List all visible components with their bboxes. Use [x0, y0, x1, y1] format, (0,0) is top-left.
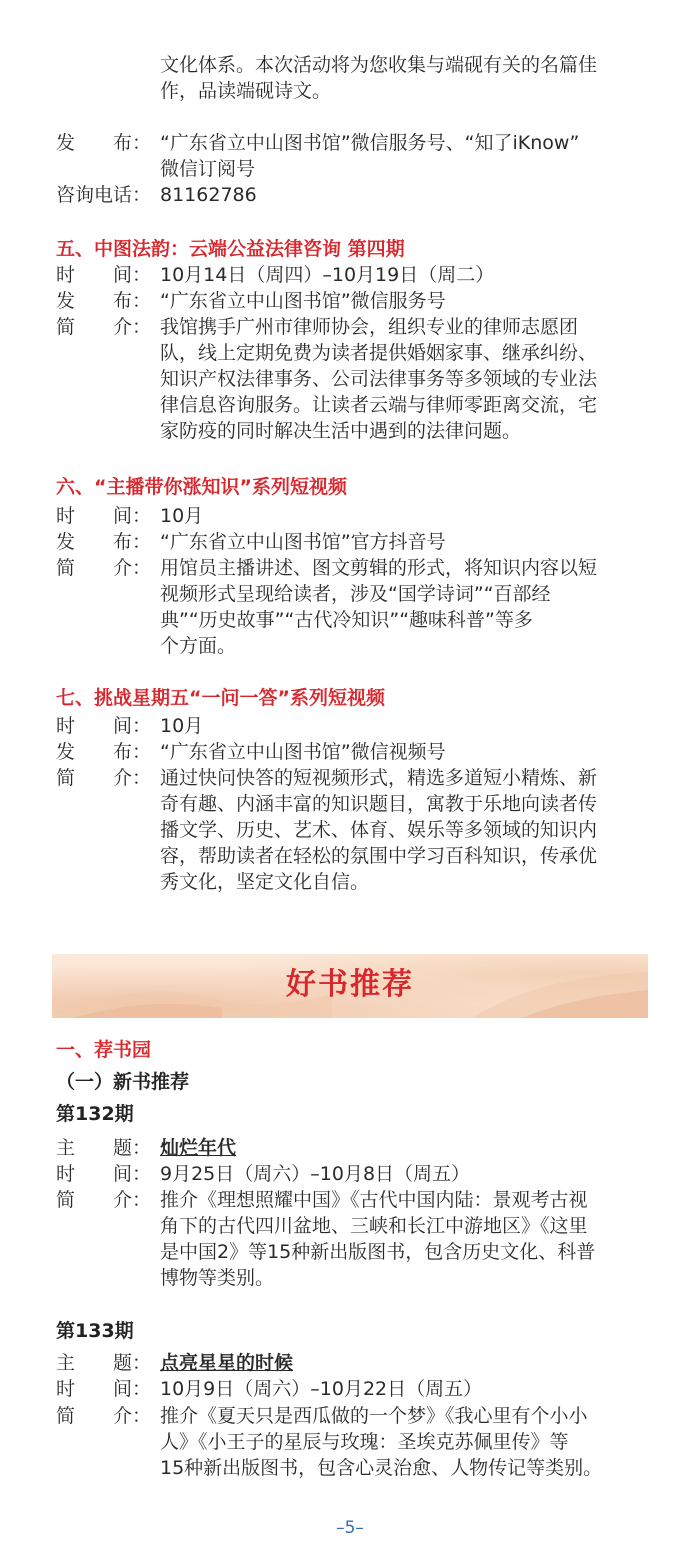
issue-132-time-row [56, 1161, 656, 1187]
time-value: 10月 [160, 715, 204, 737]
intro-label: 简 介： [56, 316, 152, 338]
intro-line: 是中国2》等15种新出版图书，包含历史文化、科普 [160, 1241, 596, 1263]
intro-label: 简 介： [56, 1189, 152, 1211]
publish-value: “广东省立中山图书馆”微信服务号 [160, 290, 446, 312]
intro-line: 推介《理想照耀中国》《古代中国内陆：景观考古视 [160, 1189, 588, 1211]
time-value: 10月14日（周四）–10月19日（周二） [160, 264, 495, 286]
publish-value: “广东省立中山图书馆”官方抖音号 [160, 531, 446, 553]
intro-line: 秀文化，坚定文化自信。 [160, 871, 370, 893]
books-section-title: 一、荐书园 [56, 1039, 152, 1061]
time-label: 时 间： [56, 505, 152, 527]
section-6-publish-row [56, 529, 656, 555]
intro-line-2: 作，品读端砚诗文。 [160, 80, 332, 102]
phone-value: 81162786 [160, 184, 257, 206]
issue-133-theme-row [56, 1350, 656, 1376]
page-number: –5– [336, 1518, 364, 1538]
issue-133-time-row [56, 1376, 656, 1402]
intro-line: 容，帮助读者在轻松的氛围中学习百科知识，传承优 [160, 845, 598, 867]
theme-value: 灿烂年代 [160, 1137, 237, 1159]
intro-line: 我馆携手广州市律师协会，组织专业的律师志愿团 [160, 316, 579, 338]
intro-line: 播文学、历史、艺术、体育、娱乐等多领域的知识内 [160, 819, 598, 841]
intro-line: 个方面。 [160, 635, 237, 657]
intro-line: 典”“历史故事”“古代冷知识”“趣味科普”等多 [160, 609, 533, 631]
intro-line: 博物等类别。 [160, 1267, 275, 1289]
intro-line: 队，线上定期免费为读者提供婚姻家事、继承纠纷、 [160, 342, 598, 364]
time-value: 10月 [160, 505, 204, 527]
theme-label: 主 题： [56, 1137, 152, 1159]
section-5-time-row [56, 262, 656, 288]
issue-132-intro-row [56, 1187, 656, 1291]
intro-line: 人》《小王子的星辰与玫瑰：圣埃克苏佩里传》等 [160, 1431, 569, 1453]
intro-line: 推介《夏天只是西瓜做的一个梦》《我心里有个小小 [160, 1405, 588, 1427]
intro-line: 用馆员主播讲述、图文剪辑的形式，将知识内容以短 [160, 557, 598, 579]
intro-label: 简 介： [56, 767, 152, 789]
time-value: 9月25日（周六）–10月8日（周五） [160, 1163, 471, 1185]
intro-line: 知识产权法律事务、公司法律事务等多领域的专业法 [160, 368, 598, 390]
publish-row [56, 130, 656, 182]
intro-line: 家防疫的同时解决生活中遇到的法律问题。 [160, 420, 522, 442]
time-value: 10月9日（周六）–10月22日（周五） [160, 1378, 483, 1400]
publish-line-2: 微信订阅号 [160, 158, 256, 180]
phone-row [56, 182, 656, 208]
good-books-banner [52, 954, 648, 1018]
section-7-intro-row [56, 765, 656, 895]
intro-line: 角下的古代四川盆地、三峡和长江中游地区》《这里 [160, 1215, 588, 1237]
issue-133-title: 第133期 [56, 1320, 134, 1342]
publish-label: 发 布： [56, 132, 152, 154]
publish-value: “广东省立中山图书馆”微信视频号 [160, 741, 446, 763]
intro-line-1: 文化体系。本次活动将为您收集与端砚有关的名篇佳 [160, 54, 598, 76]
theme-label: 主 题： [56, 1352, 152, 1374]
section-6-intro-row [56, 555, 656, 659]
section-5-title: 五、中图法韵：云端公益法律咨询 第四期 [56, 238, 405, 260]
issue-132-theme-row [56, 1135, 656, 1161]
publish-line-1: “广东省立中山图书馆”微信服务号、“知了iKnow” [160, 132, 580, 154]
publish-label: 发 布： [56, 741, 152, 763]
banner-title: 好书推荐 [286, 967, 414, 1002]
intro-line: 15种新出版图书，包含心灵治愈、人物传记等类别。 [160, 1457, 603, 1479]
time-label: 时 间： [56, 1378, 152, 1400]
intro-label: 简 介： [56, 557, 152, 579]
intro-line: 奇有趣、内涵丰富的知识题目，寓教于乐地向读者传 [160, 793, 598, 815]
time-label: 时 间： [56, 264, 152, 286]
section-6-title: 六、“主播带你涨知识”系列短视频 [56, 476, 347, 498]
time-label: 时 间： [56, 715, 152, 737]
section-5-intro-row [56, 314, 656, 444]
intro-line: 通过快问快答的短视频形式，精选多道短小精炼、新 [160, 767, 598, 789]
section-6-time-row [56, 503, 656, 529]
intro-line: 视频形式呈现给读者，涉及“国学诗词”“百部经 [160, 583, 551, 605]
issue-133-intro-row [56, 1403, 656, 1481]
publish-label: 发 布： [56, 531, 152, 553]
intro-label: 简 介： [56, 1405, 152, 1427]
section-7-title: 七、挑战星期五“一问一答”系列短视频 [56, 687, 385, 709]
theme-value: 点亮星星的时候 [160, 1352, 294, 1374]
issue-132-title: 第132期 [56, 1103, 134, 1125]
section-5-publish-row [56, 288, 656, 314]
books-sub-title: （一）新书推荐 [56, 1071, 190, 1093]
publish-label: 发 布： [56, 290, 152, 312]
section-7-time-row [56, 713, 656, 739]
phone-label: 咨询电话： [56, 184, 152, 206]
intro-line: 律信息咨询服务。让读者云端与律师零距离交流，宅 [160, 394, 598, 416]
time-label: 时 间： [56, 1163, 152, 1185]
section-7-publish-row [56, 739, 656, 765]
